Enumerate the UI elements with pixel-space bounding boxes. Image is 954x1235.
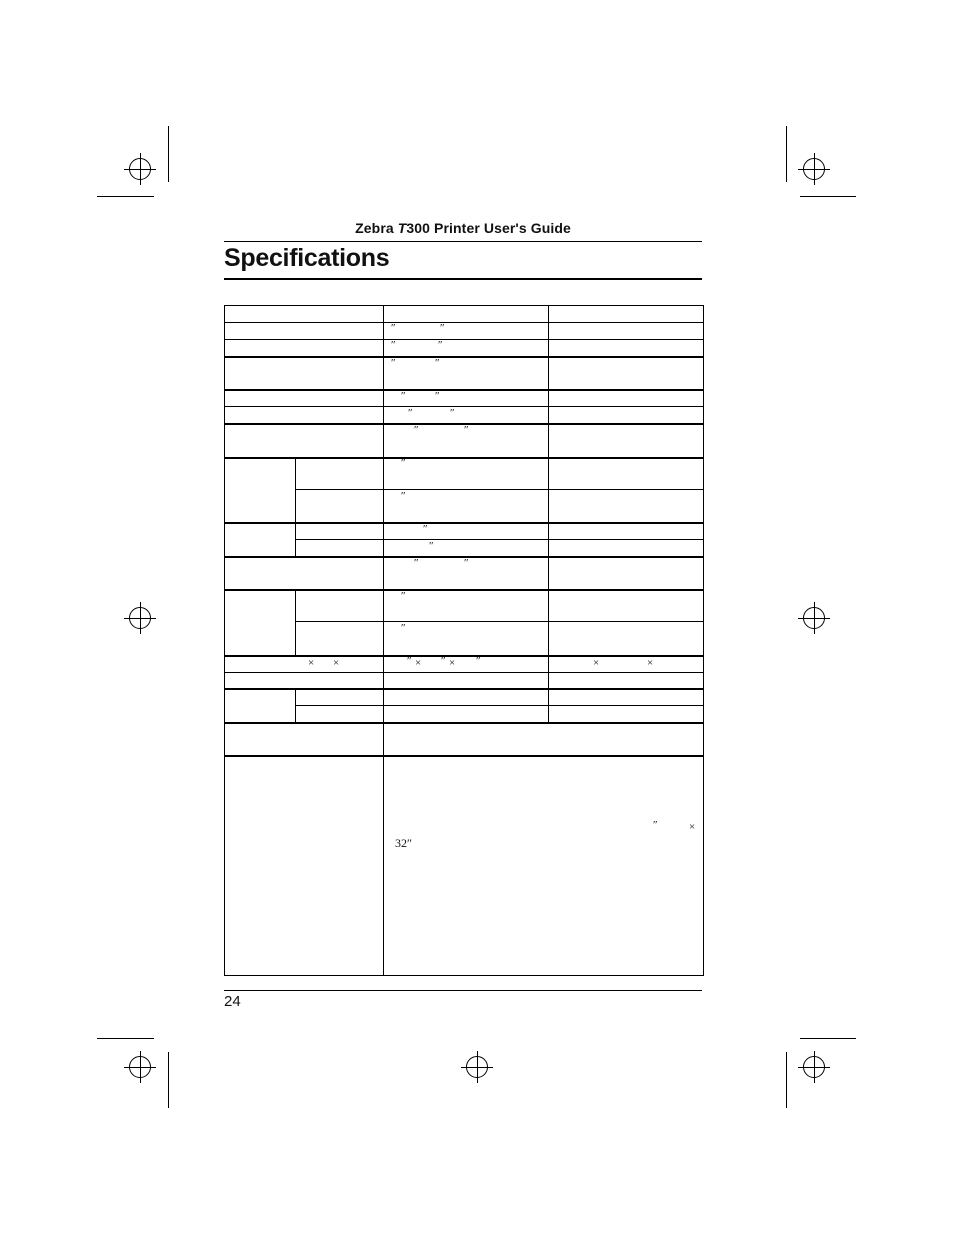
inch-mark: ″	[435, 390, 440, 402]
inch-mark: ″	[401, 622, 406, 634]
inch-mark: ″	[391, 339, 396, 351]
crop-mark	[800, 1038, 856, 1039]
inch-mark: ″	[401, 390, 406, 402]
row-line	[295, 539, 704, 540]
crop-mark	[800, 196, 856, 197]
running-header	[224, 220, 702, 236]
registration-mark	[129, 1056, 151, 1078]
times-mark: ×	[415, 657, 422, 669]
inch-mark: ″	[653, 819, 658, 831]
inch-mark: ″	[440, 322, 445, 334]
registration-mark	[129, 158, 151, 180]
inch-mark: ″	[414, 424, 419, 436]
table-border	[224, 305, 704, 306]
crop-mark	[97, 196, 154, 197]
column-divider	[548, 305, 549, 723]
header-text: Zebra	[355, 220, 398, 236]
times-mark: ×	[449, 657, 456, 669]
times-mark: ×	[647, 657, 654, 669]
page-number: 24	[224, 993, 241, 1010]
subcolumn-divider	[295, 457, 296, 523]
crop-mark	[168, 126, 169, 182]
crop-mark	[786, 1052, 787, 1108]
inch-mark: ″	[450, 407, 455, 419]
footer-rule	[224, 990, 702, 991]
inch-mark: ″	[401, 490, 406, 502]
inch-mark: ″	[438, 339, 443, 351]
registration-mark	[803, 1056, 825, 1078]
inch-mark: ″	[401, 457, 406, 469]
registration-mark	[803, 158, 825, 180]
crop-mark	[786, 126, 787, 182]
row-line	[224, 457, 704, 459]
row-line	[224, 688, 704, 690]
specifications-table	[224, 305, 704, 976]
registration-mark	[466, 1056, 488, 1078]
notes-fragment: 32″	[395, 836, 412, 850]
times-mark: ×	[593, 657, 600, 669]
inch-mark: ″	[408, 407, 413, 419]
registration-mark	[129, 607, 151, 629]
subcolumn-divider	[295, 523, 296, 557]
inch-mark: ″	[435, 357, 440, 369]
inch-mark: ″	[441, 655, 446, 667]
row-line	[224, 672, 704, 673]
subcolumn-divider	[295, 589, 296, 655]
inch-mark: ″	[429, 540, 434, 552]
header-model: T	[397, 220, 407, 236]
row-line	[224, 589, 704, 591]
row-line	[224, 755, 704, 757]
row-line	[295, 705, 704, 706]
row-line	[224, 356, 704, 358]
inch-mark: ″	[407, 655, 412, 667]
crop-mark	[97, 1038, 154, 1039]
inch-mark: ″	[391, 322, 396, 334]
header-text: 300 Printer User's Guide	[406, 220, 571, 236]
times-mark: ×	[333, 657, 340, 669]
inch-mark: ″	[476, 655, 481, 667]
crop-mark	[168, 1052, 169, 1108]
row-line	[224, 322, 704, 323]
row-line	[295, 489, 704, 490]
row-line	[224, 389, 704, 391]
row-line	[224, 722, 704, 724]
row-line	[224, 522, 704, 524]
subcolumn-divider	[295, 689, 296, 723]
row-line	[224, 339, 704, 340]
inch-mark: ″	[391, 357, 396, 369]
inch-mark: ″	[401, 590, 406, 602]
row-line	[295, 621, 704, 622]
table-border	[224, 975, 704, 976]
title-rule	[224, 278, 702, 280]
times-mark: ×	[308, 657, 315, 669]
header-rule	[224, 241, 702, 242]
registration-mark	[803, 607, 825, 629]
inch-mark: ″	[464, 557, 469, 569]
row-line	[224, 655, 704, 657]
page-title: Specifications	[224, 244, 390, 272]
inch-mark: ″	[423, 523, 428, 535]
row-line	[224, 406, 704, 407]
inch-mark: ″	[464, 424, 469, 436]
inch-mark: ″	[414, 557, 419, 569]
times-mark: ×	[689, 821, 696, 833]
